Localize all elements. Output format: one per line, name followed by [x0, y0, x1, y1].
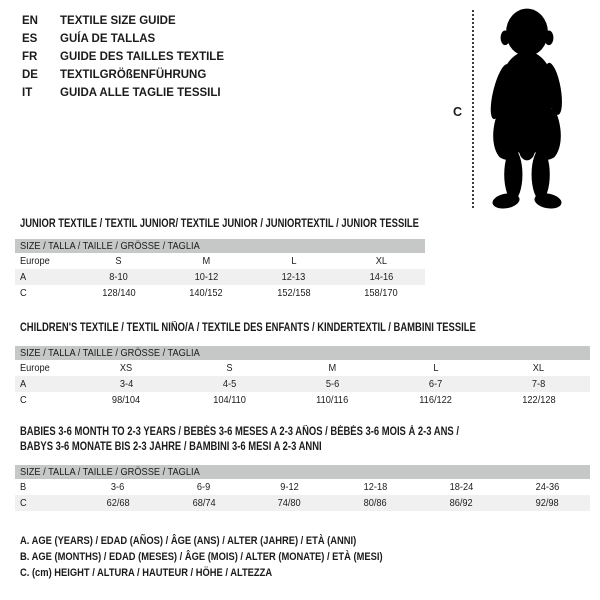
language-title: GUIDA ALLE TAGLIE TESSILI [60, 87, 221, 99]
table-cell [75, 394, 178, 406]
cell-text: 80/86 [363, 497, 387, 509]
table-cell [250, 271, 338, 283]
cell-text: 10-12 [194, 271, 219, 283]
table-cell [504, 497, 590, 509]
table-row [15, 376, 590, 392]
table-cell [281, 394, 384, 406]
language-code: IT [22, 87, 33, 99]
cell-text: 74/80 [277, 497, 302, 509]
cell-text: 62/68 [106, 497, 130, 509]
table-cell [338, 271, 426, 283]
table-cell [75, 255, 163, 267]
table-cell [163, 255, 251, 267]
cell-text: 3-6 [111, 481, 125, 493]
cell-text: 12-18 [363, 481, 388, 493]
cell-text: A [20, 378, 27, 390]
table-cell [338, 287, 426, 299]
table-cell [418, 481, 504, 493]
cell-text: 24-36 [535, 481, 559, 493]
cell-text: 110/116 [316, 394, 349, 406]
cell-text: L [291, 255, 297, 267]
language-code: DE [22, 69, 38, 81]
cell-text: B [20, 481, 27, 493]
table-cell [487, 362, 590, 374]
table-cell [418, 497, 504, 509]
size-header-bar [15, 465, 590, 479]
table-cell [338, 255, 426, 267]
table-cell [75, 271, 163, 283]
table-cell [332, 481, 418, 493]
table-cell [161, 481, 247, 493]
cell-text: 9-12 [280, 481, 299, 493]
cell-text: C [20, 497, 27, 509]
table-cell [281, 378, 384, 390]
table-cell [332, 497, 418, 509]
cell-text: 12-13 [281, 271, 306, 283]
language-list [22, 12, 224, 102]
row-label [15, 255, 75, 267]
row-label [15, 394, 75, 406]
table-title-text: BABIES 3-6 MONTH TO 2-3 YEARS / BEBÉS 3-6 MESES A 2-3 AÑOS / BÉBÉS 3-6 MOIS À 2-3 ANS / [20, 426, 459, 438]
cell-text: 140/152 [189, 287, 223, 299]
cell-text: 6-9 [197, 481, 211, 493]
legend-line-height-cm [20, 565, 447, 581]
table-row [15, 269, 425, 285]
cell-text: 4-5 [222, 378, 237, 390]
table-row [15, 392, 590, 408]
cell-text: 116/122 [419, 394, 452, 406]
table-cell [247, 481, 333, 493]
height-measure-dotted-line [472, 10, 474, 208]
cell-text: M [328, 362, 337, 374]
cell-text: C [20, 394, 27, 406]
language-row [22, 30, 224, 48]
cell-text: A [20, 271, 27, 283]
size-header-bar [15, 239, 425, 253]
table-title-text: BABYS 3-6 MONATE BIS 2-3 JAHRE / BAMBINI 3-6 MESI A 2-3 ANNI [20, 441, 322, 453]
cell-text: 128/140 [102, 287, 136, 299]
children-table-title [20, 321, 576, 336]
row-label [15, 271, 75, 283]
table-cell [75, 378, 178, 390]
cell-text: 5-6 [325, 378, 340, 390]
row-label [15, 287, 75, 299]
table-cell [247, 497, 333, 509]
table-cell [161, 497, 247, 509]
cell-text: 104/110 [213, 394, 246, 406]
language-title: TEXTILGRÖßENFÜHRUNG [60, 69, 207, 81]
cell-text: 122/128 [521, 394, 556, 406]
legend-text: B. AGE (MONTHS) / EDAD (MESES) / ÂGE (MOIS) / ALTER (MONATE) / ETÀ (MESI) [20, 551, 383, 563]
table-cell [163, 271, 251, 283]
table-cell [75, 362, 178, 374]
row-label [15, 497, 75, 509]
table-row [15, 495, 590, 511]
cell-text: 86/92 [449, 497, 473, 509]
cell-text: 6-7 [428, 378, 443, 390]
cell-text: 68/74 [192, 497, 216, 509]
language-code: FR [22, 51, 38, 63]
legend [20, 533, 447, 581]
row-label [15, 378, 75, 390]
cell-text: S [115, 255, 122, 267]
table-cell [384, 362, 487, 374]
cell-text: Europe [20, 255, 50, 267]
table-rows [15, 479, 590, 511]
table-title-text: CHILDREN'S TEXTILE / TEXTIL NIÑO/A / TEXTILE DES ENFANTS / KINDERTEXTIL / BAMBINI TESSILE [20, 322, 476, 334]
cell-text: 3-4 [119, 378, 134, 390]
language-row [22, 66, 224, 84]
size-header-text: SIZE / TALLA / TAILLE / GRÖSSE / TAGLIA [20, 347, 200, 359]
cell-text: M [202, 255, 211, 267]
language-title: GUÍA DE TALLAS [60, 33, 156, 45]
table-rows [15, 360, 590, 408]
language-row [22, 48, 224, 66]
table-cell [75, 287, 163, 299]
table-rows [15, 253, 425, 301]
table-cell [487, 394, 590, 406]
height-measure-label: C [453, 105, 463, 119]
language-title: TEXTILE SIZE GUIDE [60, 15, 176, 27]
table-row [15, 285, 425, 301]
cell-text: 14-16 [369, 271, 394, 283]
table-cell [75, 481, 161, 493]
table-cell [178, 394, 281, 406]
cell-text: L [432, 362, 439, 374]
language-code: EN [22, 15, 38, 27]
cell-text: 8-10 [109, 271, 128, 283]
legend-text: A. AGE (YEARS) / EDAD (AÑOS) / ÂGE (ANS) / ALTER (JAHRE) / ETÀ (ANNI) [20, 535, 357, 547]
size-header-text: SIZE / TALLA / TAILLE / GRÖSSE / TAGLIA [20, 240, 200, 252]
language-row [22, 84, 224, 102]
table-cell [75, 497, 161, 509]
size-header-text: SIZE / TALLA / TAILLE / GRÖSSE / TAGLIA [20, 466, 200, 478]
children-size-table [15, 346, 590, 408]
table-cell [487, 378, 590, 390]
legend-text: C. (cm) HEIGHT / ALTURA / HAUTEUR / HÖHE / ALTEZZA [20, 567, 273, 579]
legend-line-age-months [20, 549, 447, 565]
row-label [15, 481, 75, 493]
cell-text: XL [532, 362, 545, 374]
language-row [22, 12, 224, 30]
table-cell [250, 255, 338, 267]
cell-text: Europe [20, 362, 50, 374]
table-cell [384, 378, 487, 390]
cell-text: 98/104 [112, 394, 141, 406]
legend-line-age-years [20, 533, 447, 549]
cell-text: S [226, 362, 233, 374]
table-cell [178, 362, 281, 374]
junior-size-table [15, 239, 425, 301]
table-cell [384, 394, 487, 406]
cell-text: 92/98 [535, 497, 559, 509]
table-cell [163, 287, 251, 299]
babies-table-title [20, 425, 555, 455]
table-cell [250, 287, 338, 299]
cell-text: 7-8 [531, 378, 546, 390]
size-header-bar [15, 346, 590, 360]
table-row [15, 479, 590, 495]
table-row [15, 253, 425, 269]
table-cell [178, 378, 281, 390]
table-cell [504, 481, 590, 493]
cell-text: C [20, 287, 27, 299]
babies-size-table [15, 465, 590, 511]
cell-text: 158/170 [364, 287, 398, 299]
cell-text: 152/158 [277, 287, 311, 299]
language-code: ES [22, 33, 38, 45]
table-title-text: JUNIOR TEXTILE / TEXTIL JUNIOR/ TEXTILE JUNIOR / JUNIORTEXTIL / JUNIOR TESSILE [20, 218, 419, 230]
cell-text: XL [375, 255, 387, 267]
cell-text: XS [120, 362, 133, 374]
toddler-silhouette [481, 5, 573, 211]
table-cell [281, 362, 384, 374]
row-label [15, 362, 75, 374]
junior-table-title [20, 217, 506, 232]
table-row [15, 360, 590, 376]
language-title: GUIDE DES TAILLES TEXTILE [60, 51, 224, 63]
cell-text: 18-24 [449, 481, 474, 493]
